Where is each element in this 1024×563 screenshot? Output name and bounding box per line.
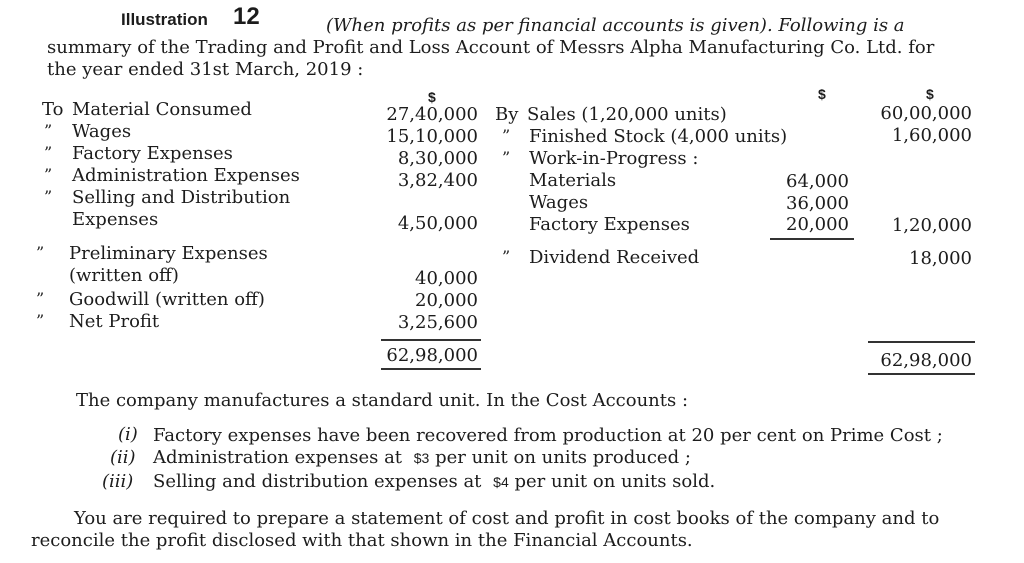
point-text: Factory expenses have been recovered from production at 20 per cent on Prime Cost ; (153, 425, 943, 446)
credit-amount: 1,60,000 (891, 125, 972, 146)
credit-amount: 60,00,000 (880, 103, 972, 124)
point-pre: Selling and distribution expenses at (153, 471, 482, 492)
wip-amount: 64,000 (786, 171, 849, 192)
illustration-intro: (When profits as per financial accounts is given). Following is a (326, 15, 905, 36)
ditto-mark: ” (502, 247, 511, 266)
debit-item-selling: Selling and Distribution (72, 187, 291, 208)
credit-amount: 18,000 (909, 248, 972, 269)
debit-item-preliminary-2: (written off) (69, 265, 179, 286)
credit-total-rule-bottom (868, 373, 975, 375)
debit-amount: 20,000 (415, 290, 478, 311)
debit-amount: 4,50,000 (397, 213, 478, 234)
credit-by: By (495, 104, 519, 125)
point-post: per unit on units sold. (514, 471, 716, 492)
credit-wip-factory: Factory Expenses (529, 214, 690, 235)
ditto-mark: ” (44, 121, 53, 140)
illustration-line2: summary of the Trading and Profit and Loss Account of Messrs Alpha Manufacturing Co. Ltd. for (47, 37, 935, 58)
point-number: (iii) (102, 471, 134, 492)
debit-item-net-profit: Net Profit (69, 311, 160, 332)
debit-item-admin: Administration Expenses (72, 165, 300, 186)
point-value: $4 (493, 474, 509, 490)
ditto-mark: ” (502, 126, 511, 145)
debit-amount: 3,25,600 (397, 312, 478, 333)
debit-amount: 3,82,400 (397, 170, 478, 191)
point-text-2 (153, 447, 691, 469)
debit-total-rule-bottom (381, 368, 481, 370)
point-text-3 (153, 471, 715, 493)
requirement-line1: You are required to prepare a statement of cost and profit in cost books of the company and to (74, 508, 940, 529)
debit-item-material: Material Consumed (72, 99, 252, 120)
credit-total: 62,98,000 (880, 350, 972, 371)
debit-to: To (42, 99, 64, 120)
point-number: (i) (118, 424, 138, 445)
wip-subtotal-rule (770, 238, 854, 240)
illustration-label: Illustration (121, 10, 208, 29)
ditto-mark: ” (44, 143, 53, 162)
credit-amount: 1,20,000 (891, 215, 972, 236)
debit-total-rule-top (381, 339, 481, 341)
ditto-mark: ” (36, 289, 45, 308)
ditto-mark: ” (44, 187, 53, 206)
cost-accounts-intro: The company manufactures a standard unit. In the Cost Accounts : (76, 390, 689, 411)
debit-item-selling-2: Expenses (72, 209, 159, 230)
credit-sales: Sales (1,20,000 units) (527, 104, 727, 125)
ditto-mark: ” (36, 311, 45, 330)
credit-dividend: Dividend Received (529, 247, 700, 268)
ditto-mark: ” (502, 148, 511, 167)
wip-amount: 36,000 (786, 193, 849, 214)
credit-wip-wages: Wages (529, 192, 589, 213)
debit-item-goodwill: Goodwill (written off) (69, 289, 265, 310)
requirement-line2: reconcile the profit disclosed with that shown in the Financial Accounts. (31, 530, 693, 551)
illustration-number: 12 (233, 3, 260, 30)
point-number: (ii) (110, 447, 136, 468)
wip-amount: 20,000 (786, 214, 849, 235)
debit-item-factory: Factory Expenses (72, 143, 233, 164)
credit-total-rule-top (868, 341, 975, 343)
debit-amount: 27,40,000 (386, 104, 478, 125)
point-value: $3 (413, 450, 430, 466)
debit-total: 62,98,000 (386, 345, 478, 366)
point-post: per unit on units produced ; (435, 447, 691, 468)
currency-header-credit: $ (926, 86, 934, 102)
credit-finished-stock: Finished Stock (4,000 units) (529, 126, 788, 147)
currency-header-debit: $ (428, 89, 436, 105)
debit-item-wages: Wages (72, 121, 132, 142)
debit-item-preliminary: Preliminary Expenses (69, 243, 268, 264)
point-pre: Administration expenses at (153, 447, 403, 468)
debit-amount: 15,10,000 (386, 126, 478, 147)
debit-amount: 8,30,000 (397, 148, 478, 169)
credit-wip: Work-in-Progress : (529, 148, 699, 169)
illustration-line3: the year ended 31st March, 2019 : (47, 59, 364, 80)
ditto-mark: ” (36, 243, 45, 262)
currency-header-wip: $ (818, 86, 826, 102)
debit-amount: 40,000 (415, 268, 478, 289)
credit-wip-materials: Materials (529, 170, 617, 191)
ditto-mark: ” (44, 165, 53, 184)
